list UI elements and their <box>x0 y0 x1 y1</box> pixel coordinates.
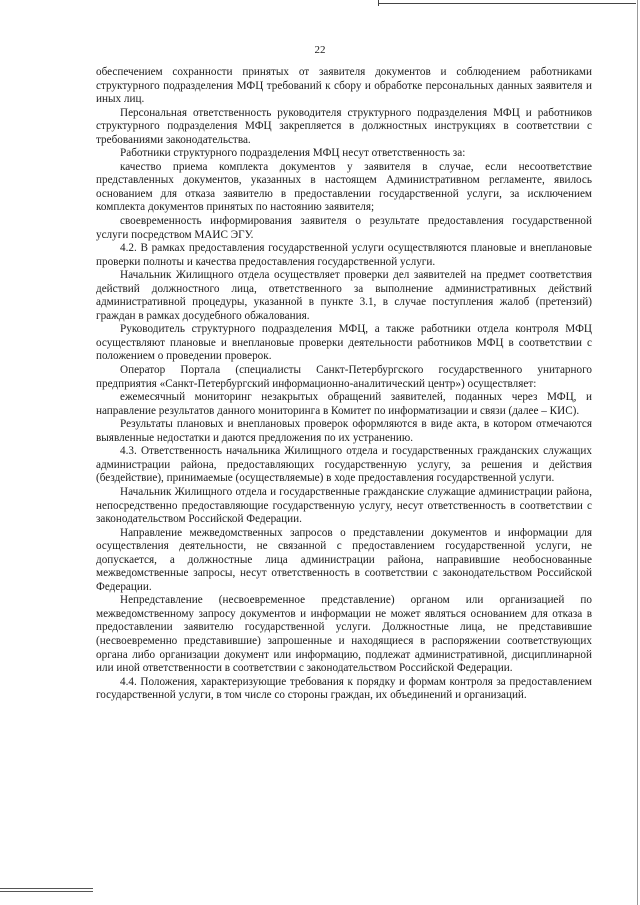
paragraph-check-results: Результаты плановых и внеплановых проверок оформляются в виде акта, в котором отмечаются выявленные недостатки и даются предложения по их устранению. <box>96 418 592 444</box>
paragraph-non-submission: Непредставление (несвоевременное представление) органом или организацией по межведомственному запросу документов и информации не может являться основанием для отказа в предоставлении заявителю государственной услуги. Должностные лица, не представившие (несвоевременно представившие) запрошенные и находящиеся в распоряжении соответствующих органа либо организации документ или информацию, подлежат административной, дисциплинарной или иной ответственности в соответствии с законодательством Российской Федерации. <box>96 594 592 675</box>
paragraph-continuation: обеспечением сохранности принятых от заявителя документов и соблюдением работниками структурного подразделения МФЦ требований к сбору и обработке персональных данных заявителя и иных лиц. <box>96 66 592 106</box>
scan-right-edge <box>637 0 638 905</box>
paragraph-personal-responsibility: Персональная ответственность руководителя структурного подразделения МФЦ и работников структурного подразделения МФЦ закрепляется в должностных инструкциях в соответствии с требованиями законодательства. <box>96 106 592 146</box>
paragraph-monthly-monitoring: ежемесячный мониторинг незакрытых обращений заявителей, поданных через МФЦ, и направление результатов данного мониторинга в Комитет по информатизации и связи (далее – КИС). <box>96 391 592 417</box>
paragraph-section-4-4: 4.4. Положения, характеризующие требования к порядку и формам контроля за предоставлением государственной услуги, в том числе со стороны граждан, их объединений и организаций. <box>96 675 592 702</box>
bottom-left-rule <box>0 888 93 889</box>
document-body <box>96 66 592 703</box>
paragraph-interagency-requests: Направление межведомственных запросов о представлении документов и информации для осуществления деятельности, не связанной с предоставлением государственной услуги, не допускается, а должностные лица администрации района, направившие необоснованные межведомственные запросы, несут ответственность в соответствии с законодательством Российской Федерации. <box>96 526 592 593</box>
paragraph-section-4-2: 4.2. В рамках предоставления государственной услуги осуществляются плановые и внеплановые проверки полноты и качества предоставления государственной услуги. <box>96 242 592 268</box>
paragraph-officials-liability: Начальник Жилищного отдела и государственные гражданские служащие администрации района, непосредственно предоставляющие государственную услугу, несут ответственность в соответствии с законодательством Российской Федерации. <box>96 485 592 526</box>
paragraph-timely-informing: своевременность информирования заявителя о результате предоставления государственной услуги посредством МАИС ЭГУ. <box>96 215 592 241</box>
paragraph-housing-head-checks: Начальник Жилищного отдела осуществляет проверки дел заявителей на предмет соответствия действий должностного лица, ответственного за выполнение административных действий административной процедуры, указанной в пункте 3.1, в случае поступления жалоб (претензий) граждан в рамках досудебного обжалования. <box>96 269 592 322</box>
paragraph-document-quality: качество приема комплекта документов у заявителя в случае, если несоответствие представленных документов, указанных в настоящем Административном регламенте, явилось основанием для отказа заявителю в предоставлении государственной услуги, за исключением комплекта документов принятых по настоянию заявителя; <box>96 160 592 214</box>
paragraph-mfc-responsibility-intro: Работники структурного подразделения МФЦ несут ответственность за: <box>120 147 466 160</box>
bottom-left-rule-double <box>0 891 93 892</box>
top-border-line <box>378 3 636 4</box>
paragraph-mfc-head-checks: Руководитель структурного подразделения МФЦ, а также работники отдела контроля МФЦ осуществляют плановые и внеплановые проверки деятельности работников МФЦ в соответствии с положением о проведении проверок. <box>96 323 592 363</box>
paragraph-portal-operator: Оператор Портала (специалисты Санкт-Петербургского государственного унитарного предприятия «Санкт-Петербургский информационно-аналитический центр») осуществляет: <box>96 364 592 390</box>
page-number: 22 <box>314 44 326 56</box>
paragraph-section-4-3: 4.3. Ответственность начальника Жилищного отдела и государственных гражданских служащих администрации района, предоставляющих государственную услугу, за решения и действия (бездействие), принимаемые (осуществляемые) в ходе предоставления государственной услуги. <box>96 445 592 485</box>
